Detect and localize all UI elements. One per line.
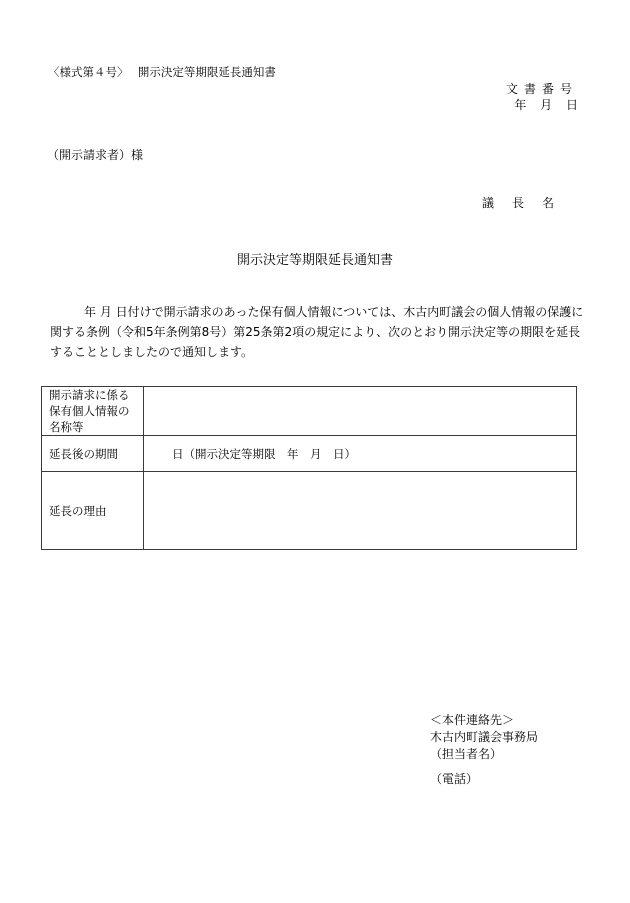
info-name-label	[42, 387, 144, 436]
info-name-value	[144, 387, 577, 436]
document-number: 文書番号	[505, 82, 578, 96]
info-name-label-line: 開示請求に係る	[49, 388, 130, 402]
table-row	[42, 472, 577, 550]
form-number-label: 〈様式第４号〉 開示決定等期限延長通知書	[48, 65, 276, 79]
extension-reason-value	[144, 472, 577, 550]
details-table	[41, 386, 577, 550]
document-date: 年 月 日	[514, 98, 578, 112]
extension-reason-label: 延長の理由	[42, 472, 144, 550]
extended-period-value: 日（開示決定等期限 年 月 日）	[144, 436, 577, 472]
contact-phone: （電話）	[430, 772, 479, 786]
document-title: 開示決定等期限延長通知書	[236, 253, 393, 268]
contact-heading: ＜本件連絡先＞	[430, 713, 515, 727]
table-row	[42, 387, 577, 436]
info-name-label-line: 名称等	[49, 420, 84, 434]
contact-office: 木古内町議会事務局	[430, 730, 539, 744]
recipient-name: （開示請求者）様	[47, 148, 144, 162]
sender-name: 議長名	[481, 196, 572, 210]
contact-block	[430, 712, 538, 763]
table-row	[42, 436, 577, 472]
extended-period-label: 延長後の期間	[42, 436, 144, 472]
body-paragraph: 年 月 日付けで開示請求のあった保有個人情報については、木古内町議会の個人情報の保護に関する条例（令和5年条例第8号）第25条第2項の規定により、次のとおり開示決定等の期限を延長することとしましたので通知します。	[50, 305, 584, 359]
info-name-label-line: 保有個人情報の	[49, 404, 130, 418]
contact-person: （担当者名）	[430, 747, 503, 761]
